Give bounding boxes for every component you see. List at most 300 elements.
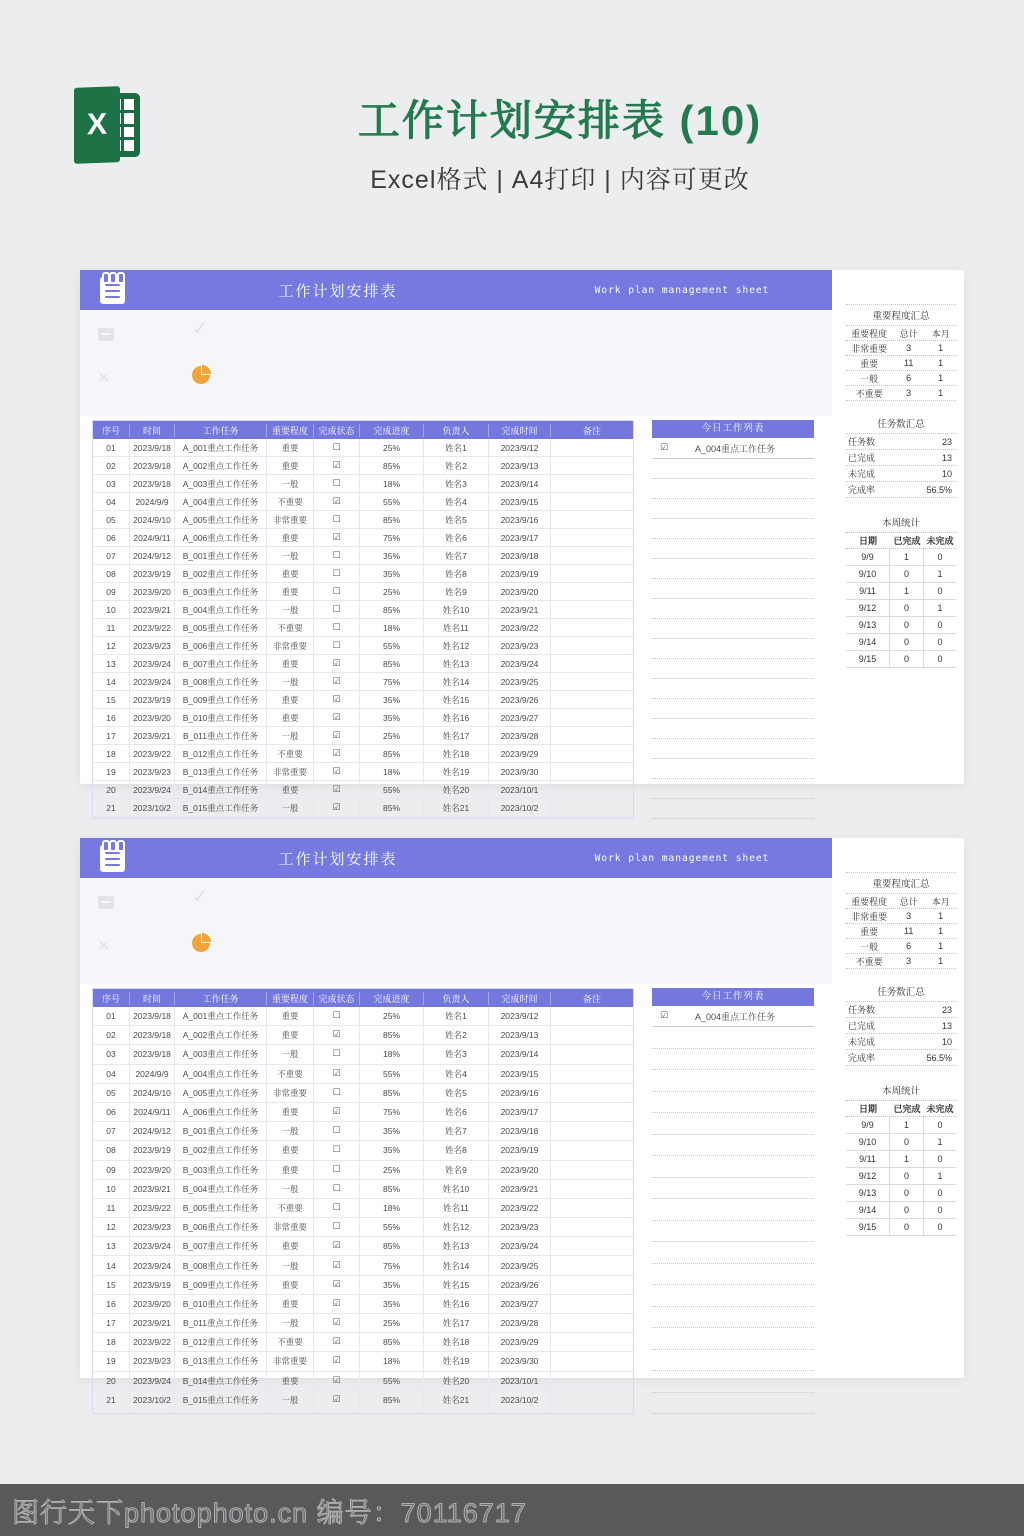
status-checkbox[interactable]: ☐ <box>332 550 341 561</box>
cell-finish: 2023/9/30 <box>489 763 551 780</box>
cell-task: B_013重点工作任务 <box>175 1352 267 1370</box>
cell-owner: 姓名11 <box>424 1199 489 1217</box>
tasks-summary-value: 13 <box>941 1020 952 1031</box>
cell-no: 03 <box>93 475 130 492</box>
cell-progress: 35% <box>360 1141 424 1159</box>
week-date: 9/12 <box>846 1168 890 1184</box>
tasks-summary-title: 任务数汇总 <box>846 981 956 1002</box>
cell-date: 2024/9/9 <box>130 1065 175 1083</box>
cell-finish: 2023/9/26 <box>489 691 551 708</box>
status-checkbox[interactable]: ☐ <box>332 1145 341 1156</box>
cell-progress: 18% <box>360 1199 424 1217</box>
status-checkbox[interactable]: ☐ <box>332 1183 341 1194</box>
status-checkbox[interactable]: ☑ <box>332 748 341 759</box>
importance-total: 6 <box>906 373 912 383</box>
status-cell <box>314 619 360 636</box>
week-stats-row <box>846 617 956 634</box>
cell-remark <box>551 439 633 456</box>
cell-progress: 35% <box>360 691 424 708</box>
importance-summary-title: 重要程度汇总 <box>846 304 956 326</box>
cell-owner: 姓名1 <box>424 439 489 456</box>
cell-no: 18 <box>93 1333 130 1351</box>
status-checkbox[interactable]: ☑ <box>332 802 341 813</box>
cell-owner: 姓名21 <box>424 799 489 816</box>
cell-finish: 2023/9/19 <box>489 565 551 582</box>
cell-task: B_002重点工作任务 <box>175 1141 267 1159</box>
today-empty-row <box>652 779 814 799</box>
col-header-task: 工作任务 <box>175 424 267 437</box>
table-row <box>93 1276 633 1295</box>
cell-date: 2023/9/24 <box>130 781 175 798</box>
cell-no: 19 <box>93 763 130 780</box>
pie-chart-icon <box>192 366 210 384</box>
cell-progress: 18% <box>360 763 424 780</box>
status-checkbox[interactable]: ☑ <box>332 1394 341 1405</box>
cell-date: 2023/9/18 <box>130 457 175 474</box>
status-checkbox[interactable]: ☐ <box>332 1011 341 1022</box>
status-checkbox[interactable]: ☑ <box>332 676 341 687</box>
cell-importance: 一般 <box>267 799 314 816</box>
panel-header-bar <box>80 838 832 878</box>
cell-importance: 不重要 <box>267 1199 314 1217</box>
week-undone: 1 <box>937 569 943 579</box>
week-date: 9/9 <box>846 549 890 565</box>
cell-task: B_003重点工作任务 <box>175 583 267 600</box>
cell-date: 2023/9/21 <box>130 1314 175 1332</box>
cell-finish: 2023/9/27 <box>489 709 551 726</box>
cell-finish: 2023/9/12 <box>489 1007 551 1025</box>
cell-importance: 重要 <box>267 565 314 582</box>
table-row <box>93 799 633 817</box>
importance-total: 3 <box>906 911 912 921</box>
cell-date: 2023/9/24 <box>130 1372 175 1390</box>
tasks-summary-label: 完成率 <box>848 1053 876 1063</box>
status-checkbox[interactable]: ☑ <box>332 784 341 795</box>
today-item-label: A_004重点工作任务 <box>695 1011 776 1022</box>
importance-month: 1 <box>938 956 944 966</box>
bar-icon-wrap <box>80 277 144 304</box>
today-item-label: A_004重点工作任务 <box>695 443 776 454</box>
status-checkbox[interactable]: ☑ <box>332 1337 341 1348</box>
cell-remark <box>551 457 633 474</box>
col-header-importance: 重要程度 <box>267 992 314 1005</box>
cell-task: B_007重点工作任务 <box>175 655 267 672</box>
week-stats-row <box>846 1151 956 1168</box>
cell-task: A_001重点工作任务 <box>175 439 267 456</box>
cell-importance: 重要 <box>267 457 314 474</box>
table-row <box>93 1122 633 1141</box>
cell-remark <box>551 763 633 780</box>
today-empty-row <box>652 759 814 779</box>
cell-progress: 85% <box>360 511 424 528</box>
status-cell <box>314 1103 360 1121</box>
cell-importance: 一般 <box>267 547 314 564</box>
importance-label: 非常重要 <box>851 343 888 354</box>
status-checkbox[interactable]: ☑ <box>332 532 341 543</box>
cell-importance: 重要 <box>267 1276 314 1294</box>
cell-task: B_008重点工作任务 <box>175 1256 267 1274</box>
status-cell <box>314 1237 360 1255</box>
hero-text <box>96 88 1024 196</box>
cell-importance: 非常重要 <box>267 1084 314 1102</box>
cell-date: 2023/9/24 <box>130 1256 175 1274</box>
cell-remark <box>551 1026 633 1044</box>
table-row <box>93 439 633 457</box>
status-checkbox[interactable]: ☐ <box>332 1126 341 1137</box>
today-empty-row <box>652 499 814 519</box>
tasks-summary-value: 23 <box>941 436 952 447</box>
status-checkbox[interactable]: ☐ <box>332 1222 341 1233</box>
cell-no: 12 <box>93 637 130 654</box>
status-cell <box>314 1276 360 1294</box>
table-row <box>93 1065 633 1084</box>
cell-date: 2023/9/20 <box>130 1161 175 1179</box>
cell-owner: 姓名3 <box>424 475 489 492</box>
table-row <box>93 457 633 475</box>
status-checkbox[interactable]: ☐ <box>332 1087 341 1098</box>
cell-importance: 一般 <box>267 727 314 744</box>
status-checkbox[interactable]: ☑ <box>332 1107 341 1118</box>
cell-finish: 2023/9/20 <box>489 583 551 600</box>
cell-finish: 2023/9/24 <box>489 1237 551 1255</box>
status-checkbox[interactable]: ☐ <box>332 442 341 453</box>
table-row <box>93 1103 633 1122</box>
importance-month: 1 <box>938 358 944 368</box>
cell-progress: 18% <box>360 475 424 492</box>
tasks-summary-row <box>846 1018 956 1034</box>
workplan-panel <box>80 838 964 1405</box>
status-cell <box>314 655 360 672</box>
cell-remark <box>551 565 633 582</box>
cell-remark <box>551 547 633 564</box>
cell-owner: 姓名4 <box>424 493 489 510</box>
cell-remark <box>551 601 633 618</box>
week-done: 0 <box>890 634 924 650</box>
today-empty-row <box>652 699 814 719</box>
cell-date: 2023/9/20 <box>130 583 175 600</box>
today-list-item <box>652 1006 814 1027</box>
cell-task: A_004重点工作任务 <box>175 493 267 510</box>
importance-label: 重要 <box>860 358 879 369</box>
cell-importance: 重要 <box>267 439 314 456</box>
week-done: 0 <box>890 1168 924 1184</box>
status-cell <box>314 475 360 492</box>
cell-date: 2023/9/23 <box>130 637 175 654</box>
cell-importance: 一般 <box>267 1256 314 1274</box>
cell-no: 17 <box>93 1314 130 1332</box>
cell-finish: 2023/9/16 <box>489 1084 551 1102</box>
cell-progress: 55% <box>360 1218 424 1236</box>
status-cell <box>314 547 360 564</box>
cell-no: 09 <box>93 1161 130 1179</box>
today-list <box>652 420 814 819</box>
today-item-checkbox[interactable]: ☑ <box>660 1011 669 1021</box>
cell-finish: 2023/9/15 <box>489 1065 551 1083</box>
week-done: 0 <box>890 1202 924 1218</box>
cell-no: 04 <box>93 1065 130 1083</box>
status-checkbox[interactable]: ☑ <box>332 766 341 777</box>
done-col: 已完成 <box>893 1104 921 1114</box>
cell-no: 10 <box>93 601 130 618</box>
status-cell <box>314 1256 360 1274</box>
status-checkbox[interactable]: ☑ <box>332 658 341 669</box>
cell-importance: 不重要 <box>267 1065 314 1083</box>
task-table-header <box>93 989 633 1007</box>
cell-date: 2023/9/22 <box>130 1199 175 1217</box>
today-empty-row <box>652 1049 814 1071</box>
done-col: 已完成 <box>893 536 921 546</box>
status-checkbox[interactable]: ☑ <box>332 1241 341 1252</box>
cell-task: B_014重点工作任务 <box>175 781 267 798</box>
cell-task: B_012重点工作任务 <box>175 1333 267 1351</box>
cell-task: A_005重点工作任务 <box>175 1084 267 1102</box>
cell-no: 02 <box>93 1026 130 1044</box>
cell-importance: 重要 <box>267 1103 314 1121</box>
cell-owner: 姓名18 <box>424 1333 489 1351</box>
cell-importance: 重要 <box>267 709 314 726</box>
cell-progress: 85% <box>360 1237 424 1255</box>
cell-remark <box>551 475 633 492</box>
importance-month: 1 <box>938 373 944 383</box>
cell-task: B_001重点工作任务 <box>175 547 267 564</box>
status-cell <box>314 529 360 546</box>
status-checkbox[interactable]: ☐ <box>332 568 341 579</box>
cell-owner: 姓名11 <box>424 619 489 636</box>
cell-no: 17 <box>93 727 130 744</box>
status-cell <box>314 709 360 726</box>
cross-icon: ✕ <box>97 370 111 387</box>
status-checkbox[interactable]: ☑ <box>332 460 341 471</box>
week-done: 0 <box>890 600 924 616</box>
cell-progress: 25% <box>360 439 424 456</box>
status-checkbox[interactable]: ☑ <box>332 730 341 741</box>
cell-importance: 重要 <box>267 1295 314 1313</box>
today-item-checkbox[interactable]: ☑ <box>660 443 669 453</box>
cell-task: B_015重点工作任务 <box>175 799 267 816</box>
status-checkbox[interactable]: ☐ <box>332 478 341 489</box>
cell-date: 2023/9/24 <box>130 655 175 672</box>
cell-date: 2023/9/22 <box>130 619 175 636</box>
cell-date: 2023/9/22 <box>130 745 175 762</box>
notepad-icon <box>100 845 125 872</box>
panel-main <box>80 838 832 1405</box>
cell-finish: 2023/10/1 <box>489 1372 551 1390</box>
status-checkbox[interactable]: ☑ <box>332 712 341 723</box>
status-cell <box>314 439 360 456</box>
cell-task: B_010重点工作任务 <box>175 1295 267 1313</box>
status-checkbox[interactable]: ☑ <box>332 1318 341 1329</box>
cell-owner: 姓名8 <box>424 565 489 582</box>
today-empty-row <box>652 579 814 599</box>
status-checkbox[interactable]: ☐ <box>332 622 341 633</box>
table-row <box>93 583 633 601</box>
status-checkbox[interactable]: ☑ <box>332 1375 341 1386</box>
cell-no: 16 <box>93 709 130 726</box>
table-row <box>93 493 633 511</box>
cell-progress: 75% <box>360 529 424 546</box>
cell-task: A_004重点工作任务 <box>175 1065 267 1083</box>
cell-owner: 姓名15 <box>424 1276 489 1294</box>
tasks-summary-label: 任务数 <box>848 1005 876 1015</box>
cell-date: 2023/9/24 <box>130 673 175 690</box>
cell-progress: 85% <box>360 799 424 816</box>
today-empty-row <box>652 1285 814 1307</box>
today-empty-row <box>652 1027 814 1049</box>
cell-finish: 2023/9/26 <box>489 1276 551 1294</box>
today-empty-row <box>652 1199 814 1221</box>
cell-task: B_004重点工作任务 <box>175 601 267 618</box>
cell-remark <box>551 1218 633 1236</box>
cell-owner: 姓名17 <box>424 727 489 744</box>
cell-importance: 重要 <box>267 1161 314 1179</box>
cell-remark <box>551 1122 633 1140</box>
status-cell <box>314 1026 360 1044</box>
cell-progress: 75% <box>360 673 424 690</box>
col-header-status: 完成状态 <box>314 992 360 1005</box>
cell-progress: 25% <box>360 727 424 744</box>
week-date: 9/15 <box>846 1219 890 1235</box>
page-title: 工作计划安排表 (10) <box>357 97 763 144</box>
cell-owner: 姓名10 <box>424 601 489 618</box>
table-row <box>93 1295 633 1314</box>
status-checkbox[interactable]: ☑ <box>332 1030 341 1041</box>
today-list-body <box>652 1006 814 1414</box>
page-subtitle: Excel格式 | A4打印 | 内容可更改 <box>370 166 750 194</box>
status-checkbox[interactable]: ☐ <box>332 604 341 615</box>
importance-label: 非常重要 <box>851 911 888 922</box>
cell-progress: 55% <box>360 637 424 654</box>
status-cell <box>314 1391 360 1409</box>
date-col: 日期 <box>858 536 877 546</box>
status-cell <box>314 1218 360 1236</box>
status-checkbox[interactable]: ☑ <box>332 1260 341 1271</box>
cell-owner: 姓名13 <box>424 1237 489 1255</box>
today-empty-row <box>652 1156 814 1178</box>
status-cell <box>314 637 360 654</box>
cell-no: 06 <box>93 529 130 546</box>
status-checkbox[interactable]: ☑ <box>332 694 341 705</box>
table-row <box>93 1007 633 1026</box>
today-empty-row <box>652 1242 814 1264</box>
status-cell <box>314 1333 360 1351</box>
cell-owner: 姓名20 <box>424 781 489 798</box>
cell-no: 18 <box>93 745 130 762</box>
col-header-progress: 完成进度 <box>360 992 424 1005</box>
cell-finish: 2023/9/22 <box>489 1199 551 1217</box>
status-cell <box>314 691 360 708</box>
table-row <box>93 1218 633 1237</box>
cell-task: B_010重点工作任务 <box>175 709 267 726</box>
week-date: 9/11 <box>846 1151 890 1167</box>
cell-no: 16 <box>93 1295 130 1313</box>
cell-finish: 2023/10/1 <box>489 781 551 798</box>
cell-task: B_013重点工作任务 <box>175 763 267 780</box>
table-row <box>93 1180 633 1199</box>
importance-summary-row <box>846 924 956 939</box>
cell-finish: 2023/9/18 <box>489 547 551 564</box>
status-checkbox[interactable]: ☐ <box>332 1164 341 1175</box>
cell-remark <box>551 1199 633 1217</box>
cell-importance: 一般 <box>267 1045 314 1063</box>
today-empty-row <box>652 559 814 579</box>
cell-progress: 55% <box>360 1065 424 1083</box>
cell-task: B_014重点工作任务 <box>175 1372 267 1390</box>
cell-no: 14 <box>93 1256 130 1274</box>
decoration-band <box>80 878 832 984</box>
cell-owner: 姓名19 <box>424 1352 489 1370</box>
tasks-summary-row <box>846 482 956 498</box>
status-checkbox[interactable]: ☐ <box>332 1049 341 1060</box>
col-header-remark: 备注 <box>582 993 601 1004</box>
today-empty-row <box>652 799 814 819</box>
status-checkbox[interactable]: ☑ <box>332 1279 341 1290</box>
importance-month: 1 <box>938 911 944 921</box>
summary-sidebar <box>832 270 964 784</box>
col-header-date: 时间 <box>130 992 175 1005</box>
cell-remark <box>551 637 633 654</box>
table-row <box>93 547 633 565</box>
cell-owner: 姓名17 <box>424 1314 489 1332</box>
status-cell <box>314 1084 360 1102</box>
tasks-summary-value: 23 <box>941 1004 952 1015</box>
cell-progress: 85% <box>360 1026 424 1044</box>
decoration-band <box>80 310 832 416</box>
cell-task: B_011重点工作任务 <box>175 1314 267 1332</box>
cell-remark <box>551 1007 633 1025</box>
week-stats-row <box>846 1219 956 1236</box>
cell-no: 09 <box>93 583 130 600</box>
week-stats-body <box>846 549 956 668</box>
cell-no: 06 <box>93 1103 130 1121</box>
cell-importance: 重要 <box>267 1026 314 1044</box>
cell-date: 2023/9/18 <box>130 439 175 456</box>
table-row <box>93 727 633 745</box>
cell-finish: 2023/9/30 <box>489 1352 551 1370</box>
notepad-icon <box>100 277 125 304</box>
cell-finish: 2023/9/13 <box>489 1026 551 1044</box>
cell-date: 2023/9/19 <box>130 1141 175 1159</box>
tasks-summary-row <box>846 466 956 482</box>
task-table <box>92 420 634 819</box>
cell-date: 2023/9/18 <box>130 475 175 492</box>
importance-summary-row <box>846 356 956 371</box>
cell-progress: 75% <box>360 1256 424 1274</box>
sheet-title: 工作计划安排表 <box>278 850 398 868</box>
cell-progress: 35% <box>360 565 424 582</box>
status-cell <box>314 1352 360 1370</box>
cell-remark <box>551 1333 633 1351</box>
cell-no: 05 <box>93 511 130 528</box>
importance-summary-row <box>846 371 956 386</box>
status-checkbox[interactable]: ☐ <box>332 586 341 597</box>
cell-owner: 姓名18 <box>424 745 489 762</box>
status-checkbox[interactable]: ☑ <box>332 1298 341 1309</box>
cell-task: B_008重点工作任务 <box>175 673 267 690</box>
status-checkbox[interactable]: ☑ <box>332 1356 341 1367</box>
status-checkbox[interactable]: ☑ <box>332 496 341 507</box>
week-stats-block <box>846 512 956 668</box>
status-checkbox[interactable]: ☐ <box>332 514 341 525</box>
cell-importance: 非常重要 <box>267 1218 314 1236</box>
inbox-icon <box>98 896 114 909</box>
cell-progress: 35% <box>360 1276 424 1294</box>
cell-date: 2023/9/20 <box>130 709 175 726</box>
week-stats-row <box>846 1168 956 1185</box>
status-checkbox[interactable]: ☐ <box>332 1202 341 1213</box>
status-checkbox[interactable]: ☐ <box>332 640 341 651</box>
cell-date: 2023/10/2 <box>130 1391 175 1409</box>
status-checkbox[interactable]: ☑ <box>332 1068 341 1079</box>
